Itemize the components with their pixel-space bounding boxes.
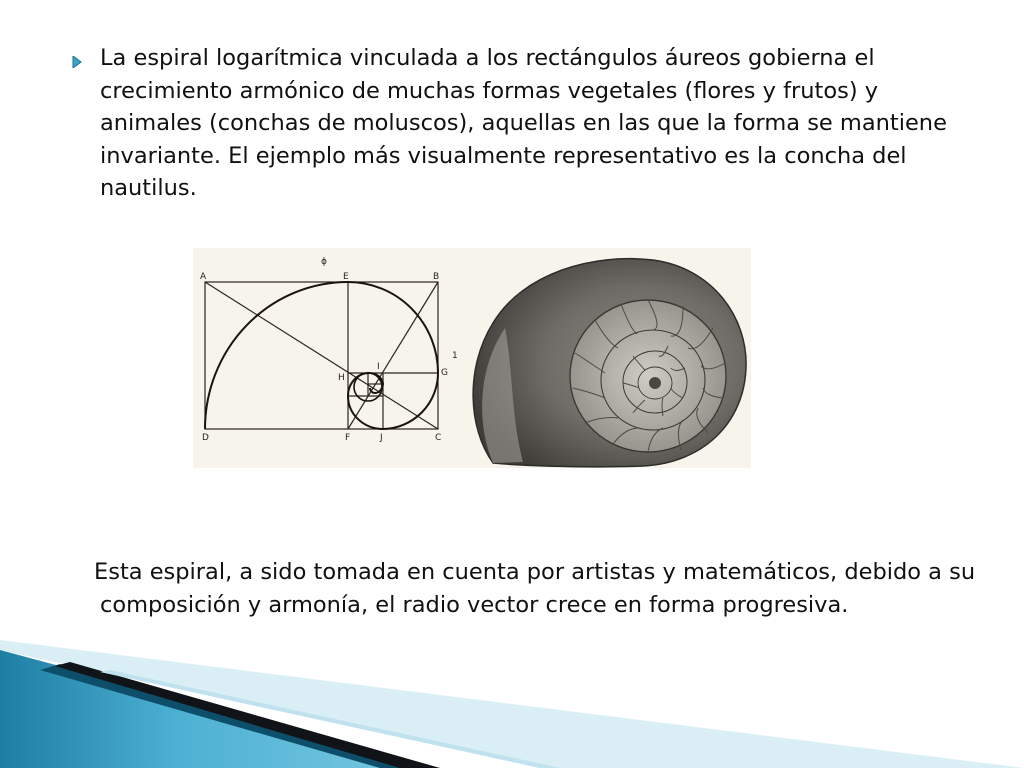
label-c: C: [435, 433, 442, 443]
label-i: I: [377, 362, 380, 372]
decorative-bands: [0, 640, 1024, 768]
label-j: J: [380, 433, 383, 443]
label-g: G: [441, 368, 448, 378]
label-phi: ϕ: [321, 257, 327, 267]
label-h: H: [338, 373, 345, 383]
bullet-item: [72, 42, 952, 205]
label-e: E: [343, 272, 349, 282]
label-f: F: [345, 433, 351, 443]
triangle-bullet-icon: [72, 56, 82, 68]
label-b: B: [433, 272, 440, 282]
nautilus-shell-image: [193, 248, 751, 468]
label-1: 1: [452, 351, 458, 361]
illustration-figure: [193, 248, 751, 468]
label-a: A: [200, 272, 207, 282]
label-d: D: [202, 433, 209, 443]
bullet-text: La espiral logarítmica vinculada a los rectángulos áureos gobierna el crecimiento armónico de muchas formas vegetales (flores y frutos) y animales (conchas de moluscos), aquellas en las que la forma se mantiene invariante. El ejemplo más visualmente representativo es la concha del nautilus.: [100, 45, 947, 201]
body-paragraph: Esta espiral, a sido tomada en cuenta por artistas y matemáticos, debido a su composición y armonía, el radio vector crece en forma progresiva.: [94, 559, 976, 618]
